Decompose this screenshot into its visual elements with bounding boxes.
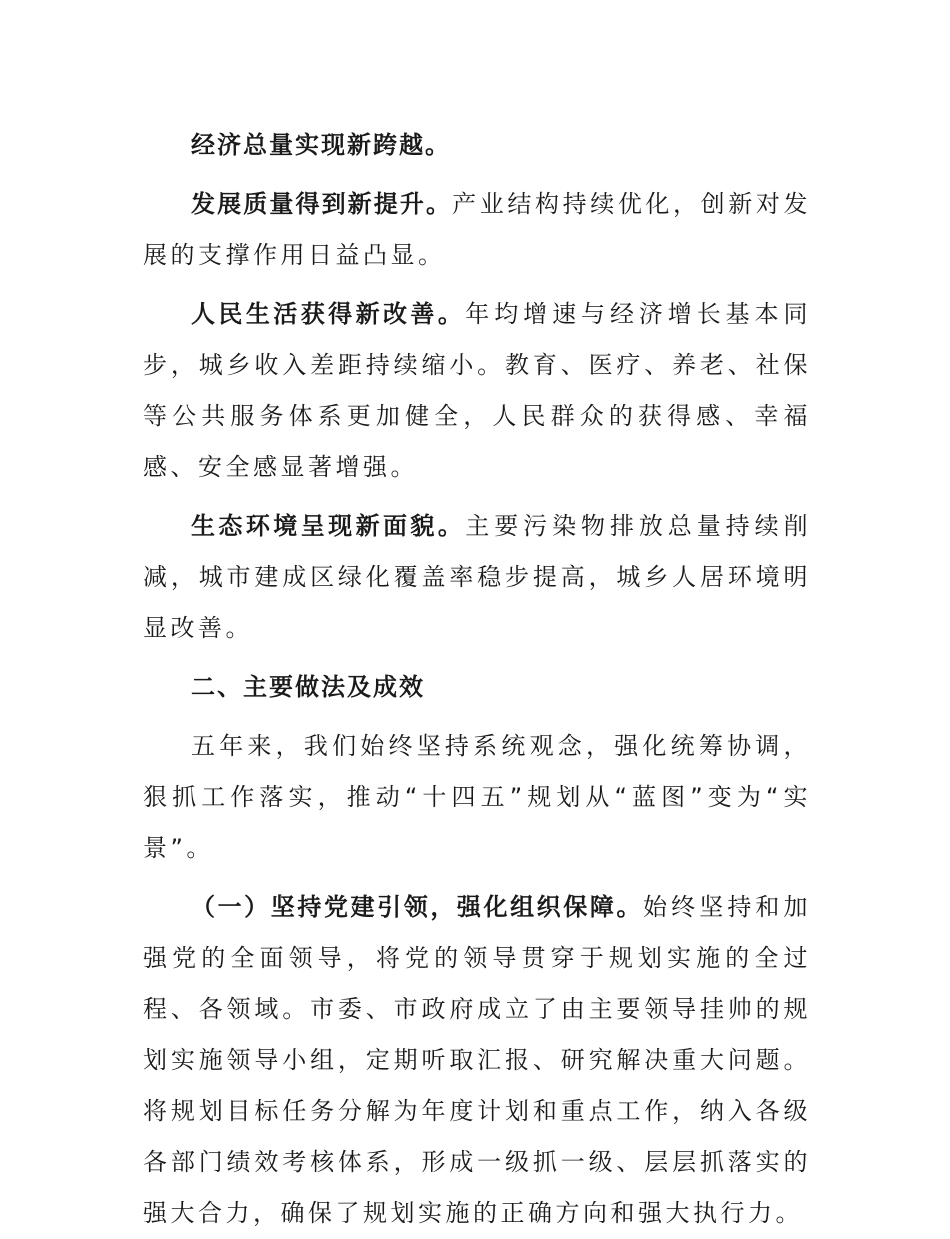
subsection-lead: （一）坚持党建引领，强化组织保障。 (191, 893, 644, 921)
subsection-body: 始终坚持和加强党的全面领导，将党的领导贯穿于规划实施的全过程、各领域。市委、市政府成立了由主要领导挂帅的规划实施领导小组，定期听取汇报、研究解决重大问题。将规划目标任务分解为年度计划和重点工作，纳入各级各部门绩效考核体系，形成一级抓一级、层层抓落实的强大合力，确保了规划实施的正确方向和强大执行力。 (143, 893, 812, 1227)
paragraph-lead: 人民生活获得新改善。 (191, 300, 466, 328)
paragraph-economy (143, 120, 811, 171)
paragraph-lead: 生态环境呈现新面貌。 (191, 512, 466, 540)
paragraph-body: 年均增速与经济增长基本同步，城乡收入差距持续缩小。教育、医疗、养老、社保等公共服务体系更加健全，人民群众的获得感、幸福感、安全感显著增强。 (143, 300, 812, 481)
paragraph-body: 产业结构持续优化，创新对发展的支撑作用日益凸显。 (143, 190, 812, 269)
paragraph-lead: 发展质量得到新提升。 (191, 190, 453, 218)
paragraph-livelihood (143, 289, 811, 493)
subsection-paragraph (143, 882, 811, 1239)
section-heading: 二、主要做法及成效 (191, 673, 425, 701)
paragraph-lead: 经济总量实现新跨越。 (191, 131, 451, 159)
paragraph-body: 主要污染物排放总量持续削减，城市建成区绿化覆盖率稳步提高，城乡人居环境明显改善。 (143, 512, 812, 642)
section-intro: 五年来，我们始终坚持系统观念，强化统筹协调，狠抓工作落实，推动“十四五”规划从“蓝图”变为“实景”。 (143, 732, 811, 862)
document-page (143, 120, 811, 1239)
paragraph-ecology (143, 501, 811, 654)
paragraph-quality (143, 179, 811, 281)
